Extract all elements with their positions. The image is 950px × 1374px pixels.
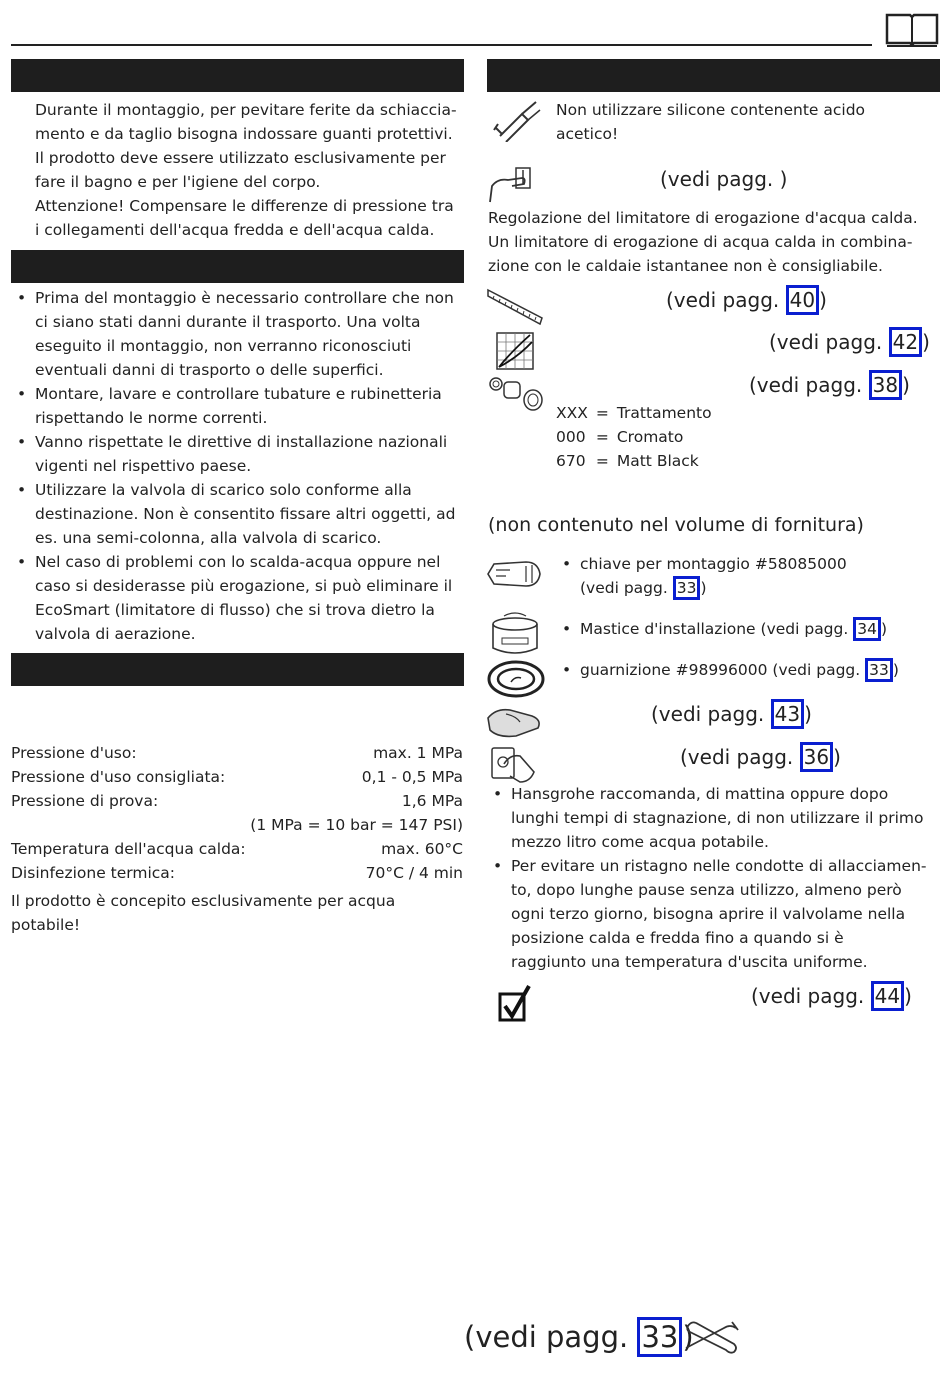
text-line: Il prodotto deve essere utilizzato esclusivamente per (35, 149, 446, 167)
header-rule (11, 44, 872, 46)
spec-row: Temperatura dell'acqua calda: max. 60°C (11, 840, 463, 858)
book-icon (884, 12, 940, 48)
list-item: • Prima del montaggio è necessario controllare che non ci siano stati danni durante il trasporto. Una volta eseguito il montaggio, non verranno riconosciuti eventuali danni di trasporto o delle superfici. (11, 286, 466, 382)
text-line: Attenzione! Compensare le differenze di pressione tra (35, 197, 454, 215)
text-line: i collegamenti dell'acqua fredda e dell'acqua calda. (35, 221, 435, 239)
list-item: • Nel caso di problemi con lo scalda-acqua oppure nel caso si desiderasse più erogazione, si può eliminare il EcoSmart (limitatore di flusso) che si trova dietro la valvola di aerazione. (11, 550, 466, 646)
spec-row: Pressione d'uso: max. 1 MPa (11, 744, 463, 762)
accessory-list-1 (556, 552, 936, 600)
table-row: XXX = Trattamento (556, 404, 712, 422)
page-link-42[interactable]: 42 (889, 327, 922, 357)
limiter-text: Regolazione del limitatore di erogazione d'acqua calda. Un limitatore di erogazione di acqua calda in combina- zione con le caldaie istantanee non è consigliabile. (488, 209, 918, 275)
potable-note: Il prodotto è concepito esclusivamente per acqua potabile! (11, 892, 396, 934)
section-bar-safety (11, 59, 464, 92)
finish-table (556, 401, 712, 473)
cleaning-hand-icon (486, 702, 544, 740)
thermometer-hand-icon (488, 164, 536, 204)
spec-row: Disinfezione termica: 70°C / 4 min (11, 864, 463, 882)
section-bar-specs (11, 653, 464, 686)
page-link-34[interactable]: 34 (853, 617, 881, 641)
sealant-tin-icon (490, 612, 540, 658)
page-link-43[interactable]: 43 (771, 699, 804, 729)
spec-row: (1 MPa = 10 bar = 147 PSI) (250, 816, 463, 834)
specs-table (11, 741, 463, 885)
page-link-33[interactable]: 33 (673, 576, 701, 600)
page-link-38[interactable]: 38 (869, 370, 902, 400)
spare-parts-icon (488, 374, 544, 412)
spec-row: Pressione di prova: 1,6 MPa (11, 792, 463, 810)
text-line: Durante il montaggio, per pevitare ferite da schiaccia- (35, 101, 457, 119)
accessory-list-3 (556, 658, 940, 682)
table-row: 000 = Cromato (556, 428, 684, 446)
install-notes-list (11, 286, 466, 646)
ref-cleaning: (vedi pagg. 43 ) (651, 701, 812, 727)
hand-operation-icon (490, 742, 538, 784)
ref-parts: (vedi pagg. 38 ) (749, 372, 910, 398)
list-item: • Hansgrohe raccomanda, di mattina oppure dopo lunghi tempi di stagnazione, di non utilizzare il primo mezzo litro come acqua potabile. (487, 782, 942, 854)
hygiene-list (487, 782, 942, 974)
accessory-list-2 (556, 617, 936, 641)
safety-text (35, 98, 465, 242)
page-link-44[interactable]: 44 (871, 981, 904, 1011)
ref-operation: (vedi pagg. 36 ) (680, 744, 841, 770)
checkbox-check-icon (497, 984, 533, 1024)
ref-flow: (vedi pagg. 42 ) (769, 329, 930, 355)
footer-ref: (vedi pagg. 33 ) (464, 1318, 694, 1356)
text-line: mento e da taglio bisogna indossare guanti protettivi. (35, 125, 453, 143)
tools-icon (684, 1318, 740, 1356)
silicone-warning: Non utilizzare silicone contenente acido acetico! (556, 101, 866, 143)
section-bar-right (487, 59, 940, 92)
ref-check: (vedi pagg. 44 ) (751, 983, 912, 1009)
gasket-icon (487, 660, 545, 698)
text-line: fare il bagno e per l'igiene del corpo. (35, 173, 321, 191)
list-item: • Vanno rispettate le direttive di installazione nazionali vigenti nel rispettivo paese. (11, 430, 466, 478)
ruler-icon (486, 288, 544, 328)
list-item: • Per evitare un ristagno nelle condotte di allacciamen- to, dopo lunghe pause senza utilizzo, almeno però ogni terzo giorno, bisogna aprire il valvolame nella posizione calda e fredda fino a quando si è raggiunto una temperatura d'uscita uniforme. (487, 854, 942, 974)
page-link-33b[interactable]: 33 (865, 658, 893, 682)
page-link-33-footer[interactable]: 33 (637, 1317, 682, 1357)
list-item: • guarnizione #98996000 (vedi pagg. 33 ) (556, 658, 940, 682)
wrench-key-icon (486, 554, 544, 592)
spec-row: Pressione d'uso consigliata: 0,1 - 0,5 MPa (11, 768, 463, 786)
section-bar-install (11, 250, 464, 283)
ref-temperature: (vedi pagg. ) (660, 167, 788, 191)
flow-chart-icon (496, 332, 534, 370)
table-row: 670 = Matt Black (556, 452, 699, 470)
page-link-40[interactable]: 40 (786, 285, 819, 315)
not-included-heading: (non contenuto nel volume di fornitura) (488, 514, 864, 536)
silicone-gun-icon (492, 100, 544, 142)
list-item: • Utilizzare la valvola di scarico solo conforme alla destinazione. Non è consentito fissare altri oggetti, ad es. una semi-colonna, alla valvola di scarico. (11, 478, 466, 550)
list-item: • chiave per montaggio #58085000 (vedi pagg. 33 ) (556, 552, 936, 600)
page-link-36[interactable]: 36 (800, 742, 833, 772)
list-item: • Mastice d'installazione (vedi pagg. 34 ) (556, 617, 936, 641)
list-item: • Montare, lavare e controllare tubature e rubinetteria rispettando le norme correnti. (11, 382, 466, 430)
ref-dimensions: (vedi pagg. 40 ) (666, 287, 827, 313)
